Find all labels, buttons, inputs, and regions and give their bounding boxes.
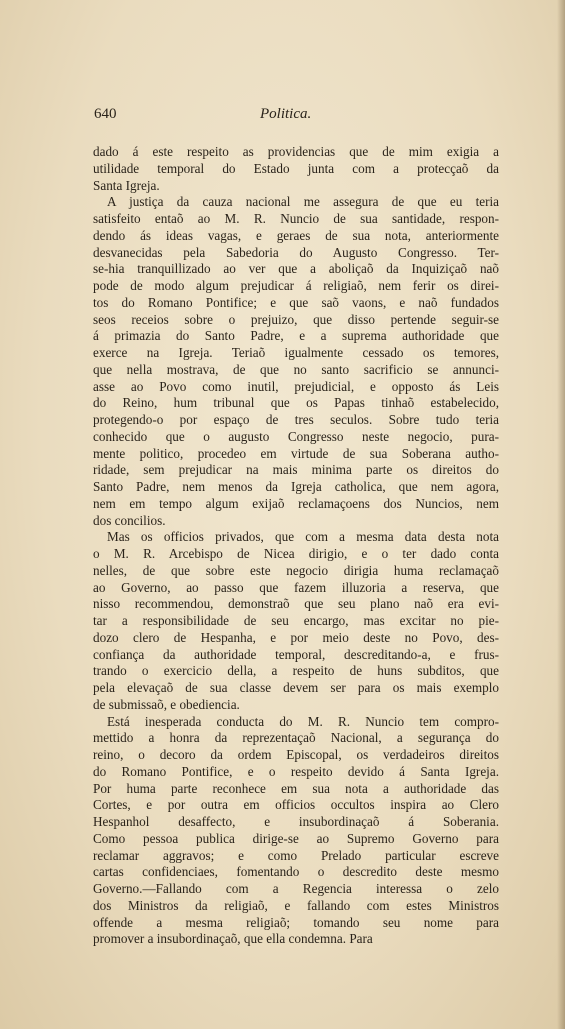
- text-line: desvanecidas pela Sabedoria do Augusto Congresso. Ter-: [93, 244, 499, 260]
- text-line: asse ao Povo como inutil, prejudicial, e opposto ás Leis: [93, 378, 499, 394]
- text-line: reclamar aggravos; e como Prelado particular escreve: [93, 847, 499, 863]
- text-line: tar a responsibilidade de seu encargo, mas excitar no pie-: [93, 613, 499, 628]
- text-line: exerce na Igreja. Teriaõ igualmente cessado os temores,: [93, 345, 499, 360]
- text-line: Cortes, e por outra em officios occultos inspira ao Clero: [93, 797, 499, 813]
- text-line: ridade, sem prejudicar na mais minima parte os direitos do: [93, 462, 499, 478]
- text-line: do Romano Pontifice, e o respeito devido á Santa Igreja.: [93, 763, 499, 779]
- text-line: Está inesperada conducta do M. R. Nuncio tem compro-: [107, 713, 499, 729]
- text-line: reino, o decoro da ordem Episcopal, os verdadeiros direitos: [93, 747, 499, 762]
- text-line: tos do Romano Pontifice; e que saõ vaons, e naõ fundados: [93, 294, 499, 310]
- paragraph: [93, 144, 499, 194]
- text-line: Santo Padre, nem menos da Igreja catholica, que nem agora,: [93, 479, 499, 494]
- text-line: de submissaõ, e obediencia.: [93, 696, 240, 712]
- text-line: Por huma parte reconhece em sua nota a authoridade das: [93, 780, 499, 796]
- text-line: utilidade temporal do Estado junta com a protecçaõ da: [93, 160, 499, 176]
- text-line: pela elevaçaõ de sua classe devem ser para os mais exemplo: [93, 680, 499, 695]
- text-line: o M. R. Arcebispo de Nicea dirigio, e o ter dado conta: [93, 546, 499, 561]
- text-line: pode de modo algum prejudicar á religiaõ, nem ferir os direi-: [93, 278, 499, 293]
- text-line: dozo clero de Hespanha, e por meio deste no Povo, des-: [93, 629, 499, 645]
- text-line: conhecido que o augusto Congresso neste negocio, pura-: [93, 428, 499, 444]
- text-line: A justiça da cauza nacional me assegura de que eu teria: [107, 194, 499, 210]
- text-line: que nella mostrava, de que no santo sacrificio se annunci-: [93, 361, 499, 377]
- text-line: Governo.—Fallando com a Regencia interessa o zelo: [93, 881, 499, 896]
- text-line: offende a mesma religiaõ; tomando seu nome para: [93, 914, 499, 930]
- text-line: Mas os officios privados, que com a mesma data desta nota: [107, 529, 499, 545]
- text-line: nem em tempo algum exijaõ reclamaçoens dos Nuncios, nem: [93, 495, 499, 511]
- body-text: [93, 144, 499, 948]
- text-line: satisfeito entaõ ao M. R. Nuncio de sua santidade, respon-: [93, 211, 499, 226]
- text-line: Como pessoa publica dirige-se ao Supremo Governo para: [93, 830, 499, 846]
- text-line: Santa Igreja.: [93, 177, 160, 193]
- page-header: [94, 106, 498, 126]
- text-line: seos receios sobre o prejuizo, que disso pertende seguir-se: [93, 311, 499, 327]
- text-line: trando o exercicio della, a respeito de huns subditos, que: [93, 663, 499, 679]
- text-line: dado á este respeito as providencias que de mim exigia a: [93, 144, 499, 159]
- page-number: 640: [94, 106, 117, 122]
- paragraph: [93, 714, 499, 949]
- text-line: dos concilios.: [93, 512, 166, 528]
- text-line: mente politico, procedeo em virtude de sua Soberana autho-: [93, 445, 499, 461]
- text-line: mettido a honra da reprezentaçaõ Nacional, a segurança do: [93, 730, 499, 746]
- text-line: ao Governo, ao passo que fazem illuzoria a reserva, que: [93, 579, 499, 595]
- text-line: confiança da authoridade temporal, descreditando-a, e frus-: [93, 646, 499, 662]
- text-line: Hespanhol desaffecto, e insubordinaçaõ á Soberania.: [93, 814, 499, 829]
- text-line: protegendo-o por espaço de tres seculos. Sobre tudo teria: [93, 412, 499, 427]
- text-line: á primazia do Santo Padre, e a suprema authoridade que: [93, 328, 499, 344]
- text-line: dendo ás ideas vagas, e geraes de sua nota, anteriormente: [93, 227, 499, 243]
- text-line: do Reino, hum tribunal que os Papas tinhaõ estabelecido,: [93, 395, 499, 411]
- text-line: se-hia tranquillizado ao ver que a aboliçaõ da Inquiziçaõ naõ: [93, 261, 499, 277]
- text-line: nelles, de que sobre este negocio dirigia huma reclamaçaõ: [93, 562, 499, 578]
- paragraph: [93, 529, 499, 713]
- text-line: cartas confidenciaes, fomentando o descredito deste mesmo: [93, 864, 499, 880]
- text-line: promover a insubordinaçaõ, que ella condemna. Para: [93, 931, 373, 947]
- text-line: dos Ministros da religiaõ, e fallando com estes Ministros: [93, 897, 499, 913]
- text-line: nisso recommendou, demonstraõ que seu plano naõ era evi-: [93, 596, 499, 612]
- running-title: Politica.: [260, 106, 312, 122]
- paragraph: [93, 194, 499, 529]
